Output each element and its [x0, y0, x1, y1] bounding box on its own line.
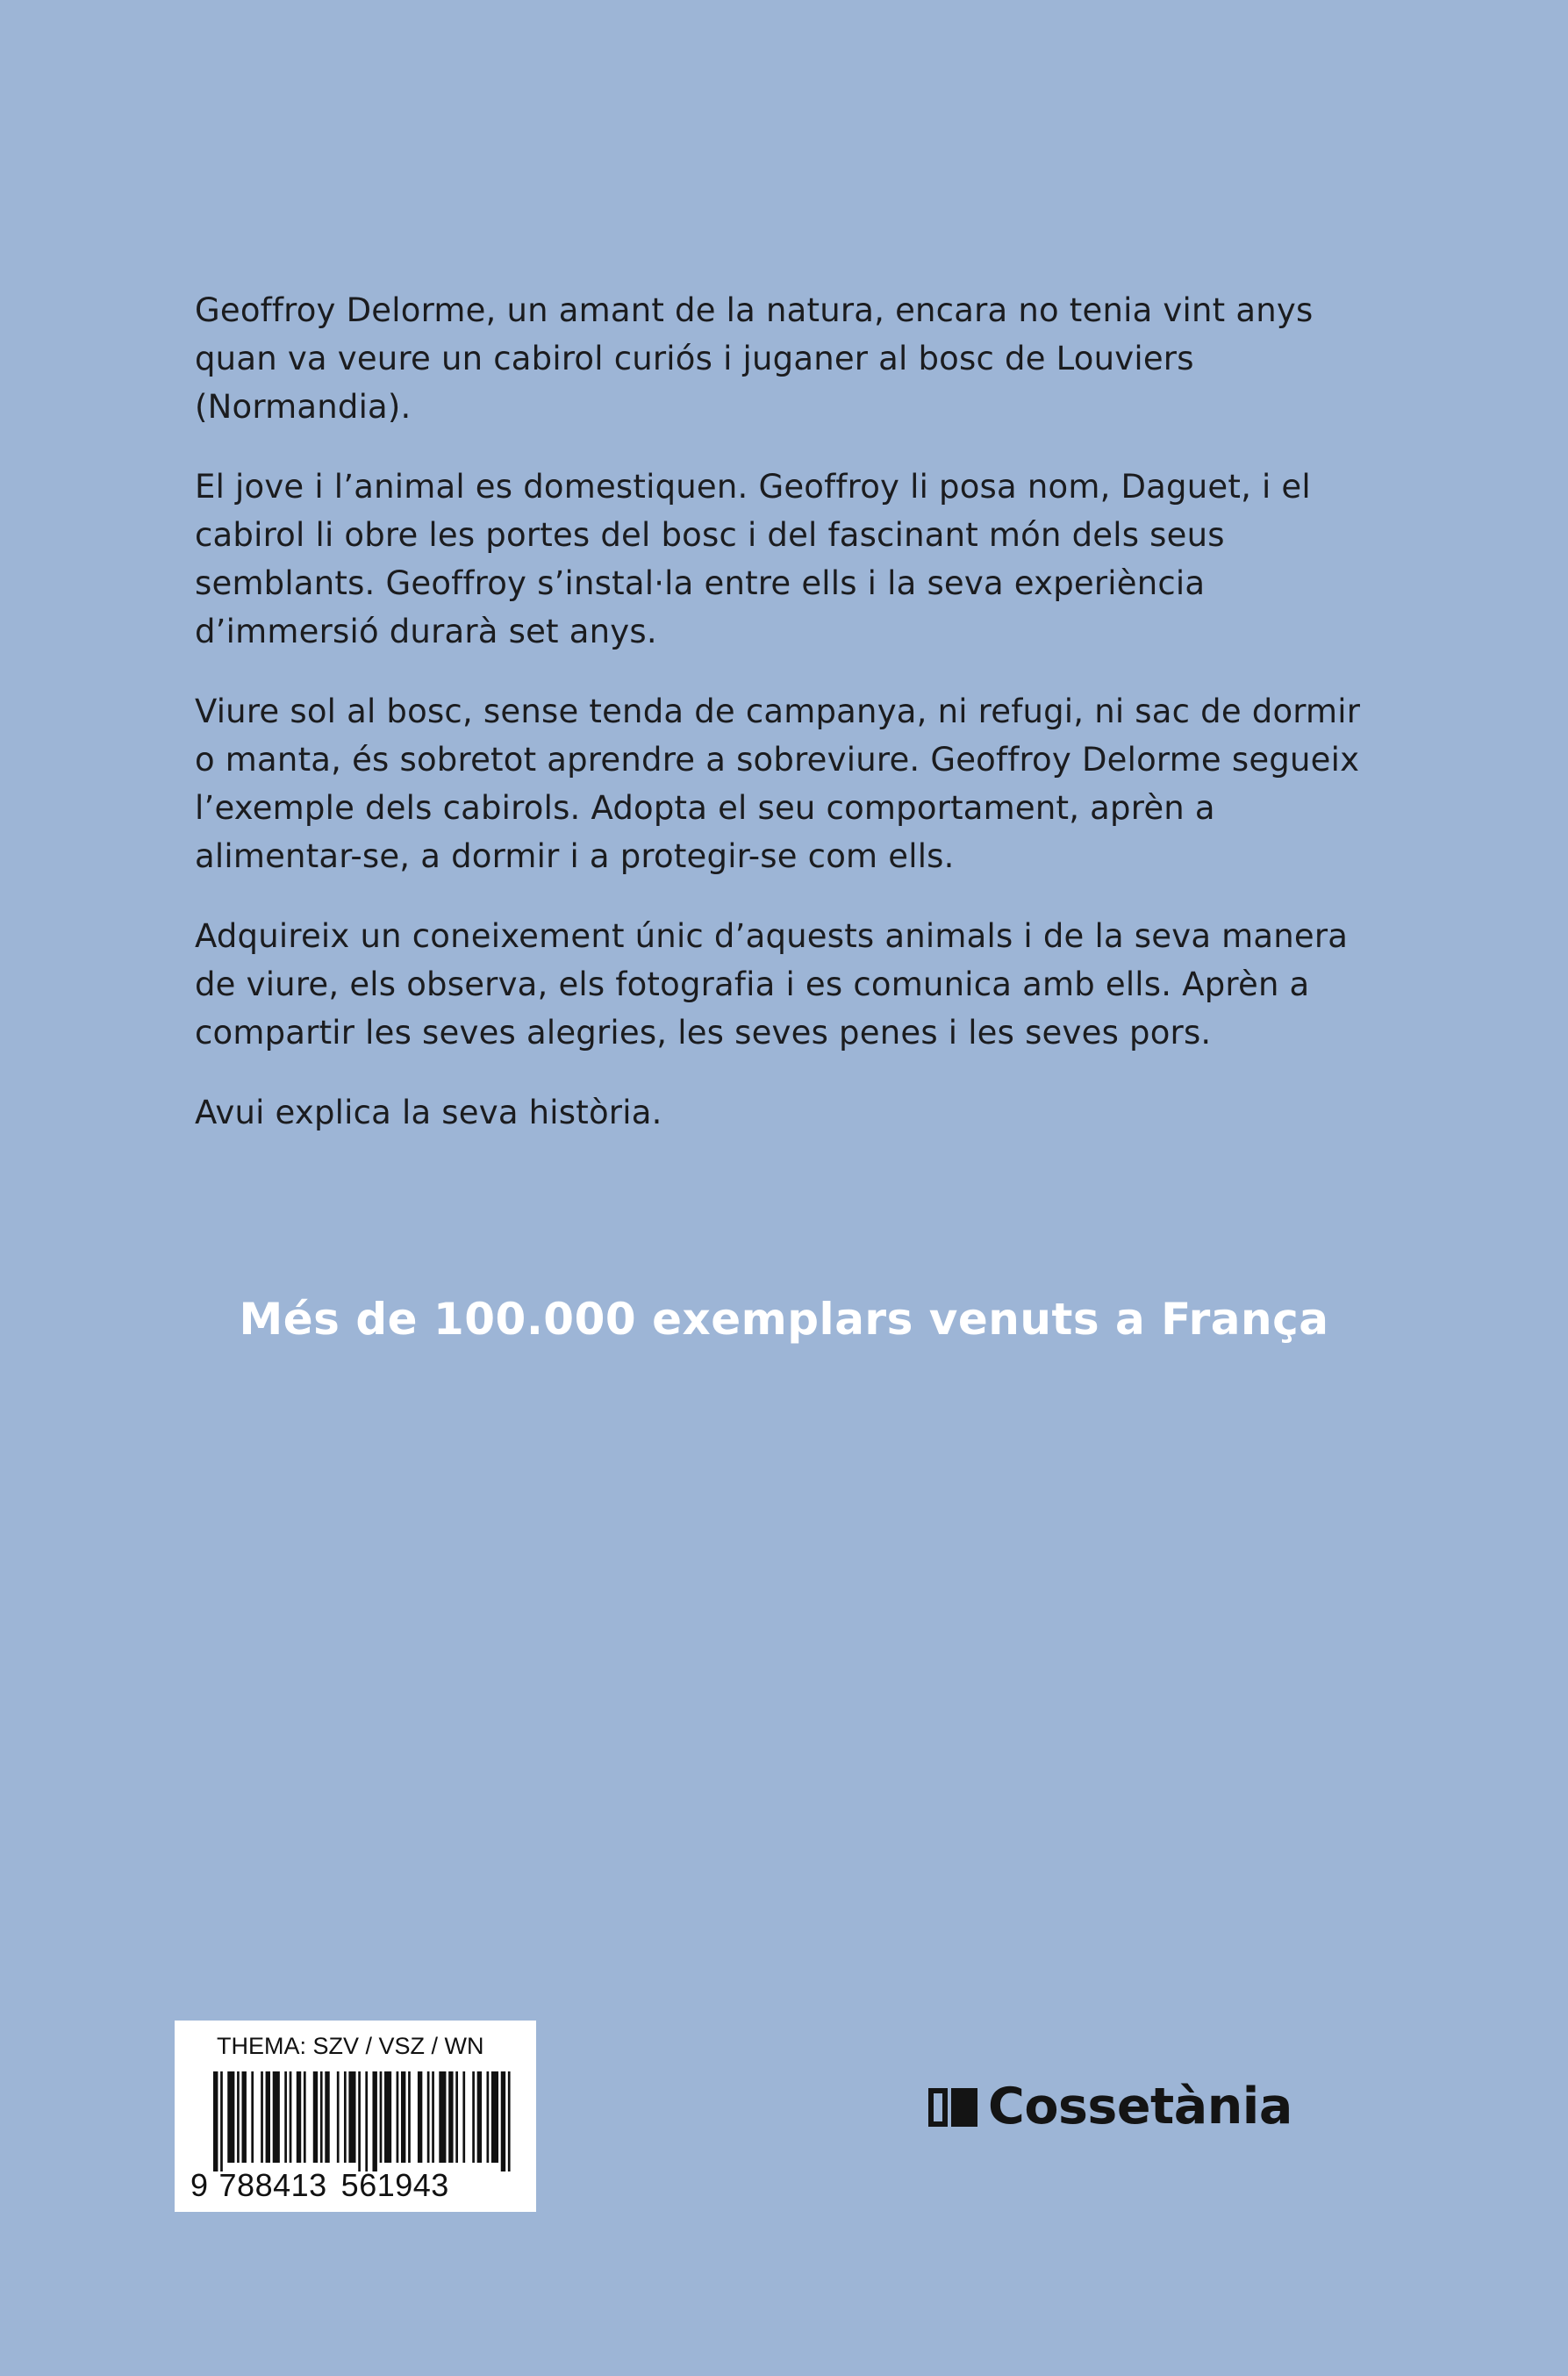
isbn-group-left: 788413 — [218, 2167, 327, 2203]
isbn-number — [190, 2167, 449, 2204]
isbn-group-right: 561943 — [340, 2167, 449, 2203]
isbn-prefix-digit: 9 — [190, 2167, 209, 2203]
publisher-mark-icon — [928, 2088, 977, 2127]
publisher-name: Cossetània — [988, 2078, 1292, 2136]
thema-codes: THEMA: SZV / VSZ / WN — [217, 2033, 484, 2059]
barcode-label — [175, 2021, 536, 2212]
blurb-paragraph-5: Avui explica la seva història. — [195, 1094, 662, 1131]
blurb-paragraph-4: Adquireix un coneixement únic d’aquests animals i de la seva manera de viure, els observa, els fotografia i es comunica amb ells. Aprèn a compartir les seves alegries, les seves penes i les seves pors. — [195, 917, 1349, 1052]
sales-tagline: Més de 100.000 exemplars venuts a França — [239, 1294, 1329, 1345]
back-cover-blurb — [195, 286, 1371, 1168]
barcode-icon — [213, 2071, 515, 2171]
blurb-paragraph-3: Viure sol al bosc, sense tenda de campanya, ni refugi, ni sac de dormir o manta, és sobretot aprendre a sobreviure. Geoffroy Delorme segueix l’exemple dels cabirols. Adopta el seu comportament, aprèn a alimentar-se, a dormir i a protegir-se com ells. — [195, 693, 1361, 875]
blurb-paragraph-2: El jove i l’animal es domestiquen. Geoffroy li posa nom, Daguet, i el cabirol li obre les portes del bosc i del fascinant món dels seus semblants. Geoffroy s’instal·la entre ells i la seva experiència d’immersió durarà set anys. — [195, 468, 1311, 650]
blurb-paragraph-1: Geoffroy Delorme, un amant de la natura, encara no tenia vint anys quan va veure un cabirol curiós i juganer al bosc de Louviers (Normandia). — [195, 291, 1314, 426]
publisher-logo — [928, 2078, 1292, 2136]
